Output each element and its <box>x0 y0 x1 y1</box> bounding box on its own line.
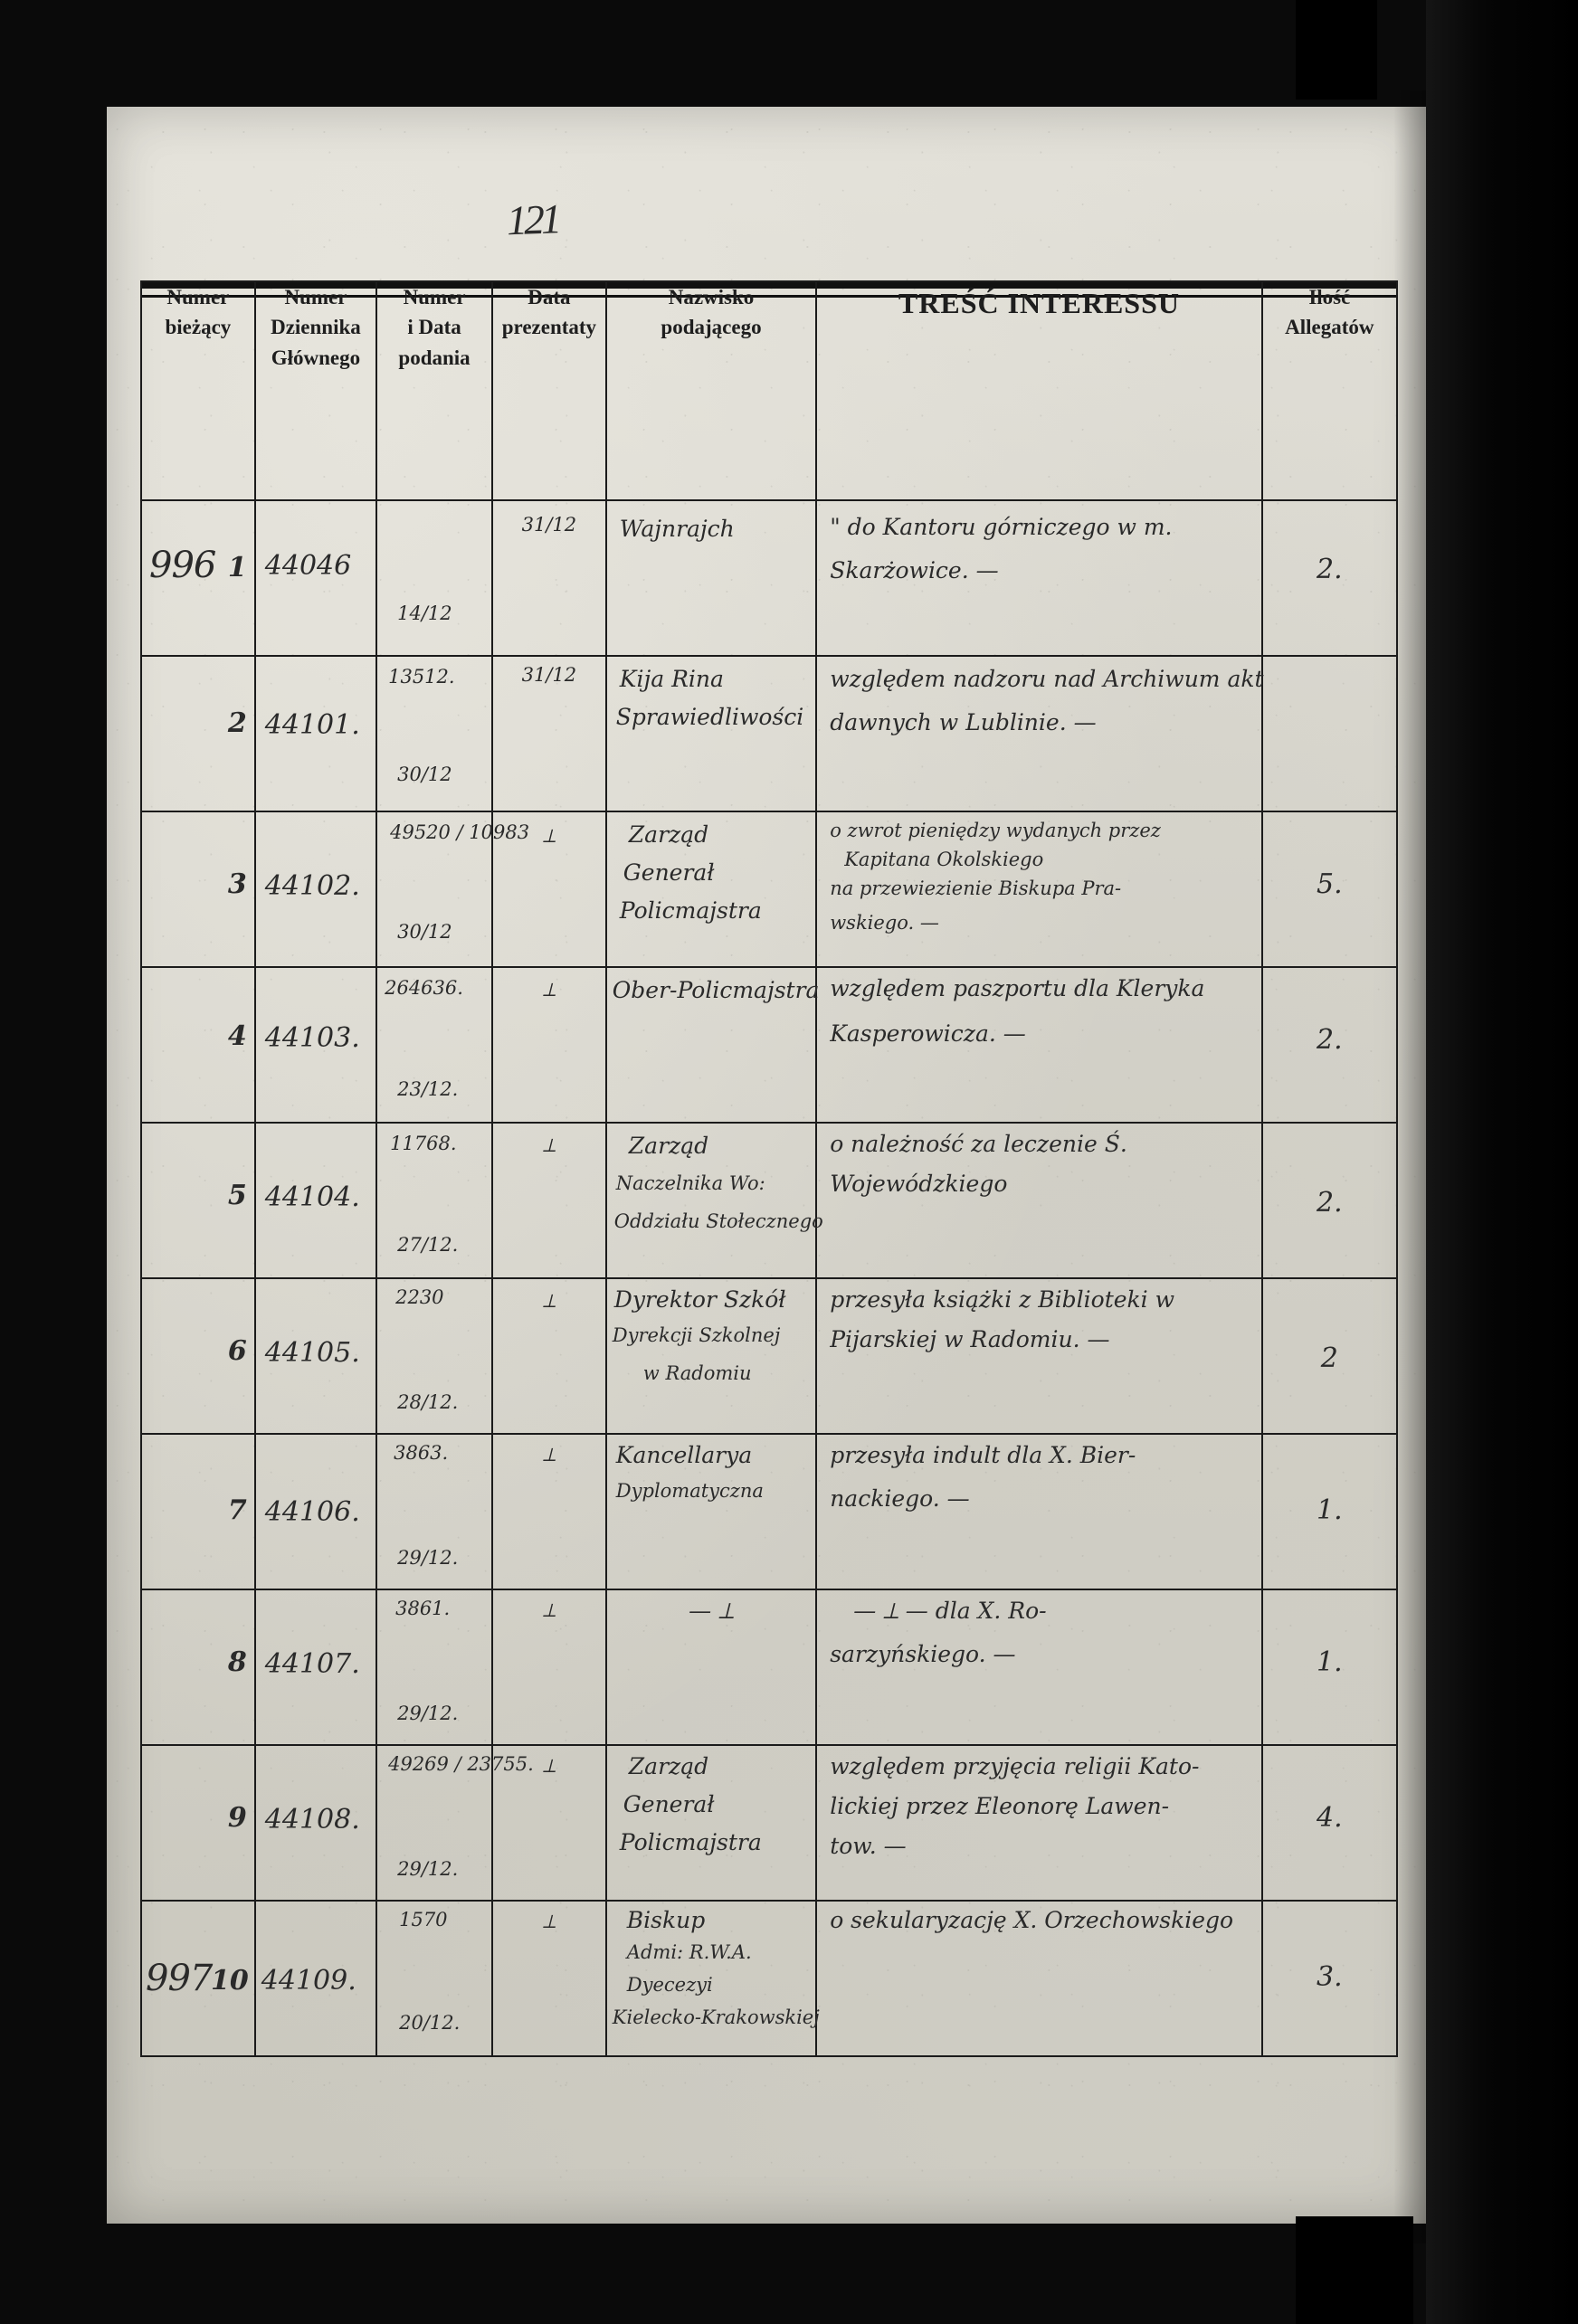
row-nazwisko-line: Dyrektor Szkół <box>613 1286 786 1313</box>
cell-prezentata <box>492 967 606 1123</box>
cell-allegaty <box>1262 656 1397 811</box>
col-header-line: Głównego <box>271 346 361 369</box>
row-podanie-date: 30/12 <box>397 764 452 785</box>
row-dziennik-number: 44104. <box>264 1181 360 1213</box>
row-lp: 1 <box>227 552 247 583</box>
table-row <box>141 1278 1397 1434</box>
row-prezentata-date: ⟂ <box>542 1599 556 1621</box>
row-tresc-line: na przewiezienie Biskupa Pra- <box>830 877 1122 899</box>
cell-prezentata <box>492 1901 606 2056</box>
row-allegaty-count: 1. <box>1317 1646 1343 1678</box>
cell-tresc <box>816 1745 1262 1901</box>
ledger-table <box>140 280 1398 2057</box>
table-row <box>141 656 1397 811</box>
row-tresc-line: o zwrot pieniędzy wydanych przez <box>830 820 1161 841</box>
row-allegaty-count: 1. <box>1317 1494 1343 1526</box>
row-podanie-number: 11768. <box>390 1133 457 1154</box>
row-nazwisko-line: Wajnrajch <box>619 516 735 542</box>
col-header-line: Nazwisko <box>668 286 755 308</box>
cell-prezentata <box>492 656 606 811</box>
table-row <box>141 811 1397 967</box>
row-tresc-line: Wojewódzkiego <box>830 1171 1008 1197</box>
row-prezentata-date: ⟂ <box>542 1911 556 1932</box>
cell-dziennik <box>255 1589 376 1745</box>
row-tresc-line: względem przyjęcia religii Kato- <box>830 1753 1200 1779</box>
row-allegaty-count: 4. <box>1317 1802 1343 1834</box>
col-header-line: podania <box>398 346 471 369</box>
col-header-line: Data <box>528 286 571 308</box>
row-dziennik-number: 44102. <box>264 870 360 902</box>
row-allegaty-count: 2 <box>1320 1342 1338 1374</box>
col-header-ilosc-allegatow <box>1262 281 1397 500</box>
row-allegaty-count: 2. <box>1317 1024 1343 1056</box>
cell-numer-biezacy <box>141 1123 255 1278</box>
col-header-line: podającego <box>661 316 762 339</box>
row-podanie-number: 264636. <box>385 977 463 999</box>
row-podanie-date: 30/12 <box>397 921 452 943</box>
row-lp: 7 <box>227 1494 247 1526</box>
col-header-nazwisko-podajacego <box>606 281 816 500</box>
row-tresc-line: — ⟂ — dla X. Ro- <box>853 1598 1047 1624</box>
cell-dziennik <box>255 656 376 811</box>
row-dziennik-number: 44103. <box>264 1022 360 1054</box>
cell-podanie <box>376 1901 492 2056</box>
row-allegaty-count: 2. <box>1317 1187 1343 1219</box>
cell-allegaty <box>1262 1589 1397 1745</box>
row-nazwisko-line: Naczelnika Wo: <box>615 1172 765 1194</box>
row-dziennik-number: 44109. <box>261 1965 356 1997</box>
cell-podanie <box>376 1434 492 1589</box>
cell-prezentata <box>492 1745 606 1901</box>
row-podanie-number: 3863. <box>394 1442 449 1464</box>
row-lp: 9 <box>227 1802 247 1834</box>
row-tresc-line: lickiej przez Eleonorę Lawen- <box>830 1793 1170 1819</box>
row-tresc-line: o sekularyzację X. Orzechowskiego <box>830 1907 1234 1933</box>
row-podanie-date: 29/12. <box>397 1858 459 1880</box>
row-allegaty-count: 2. <box>1317 554 1343 585</box>
cell-nazwisko <box>606 1434 816 1589</box>
cell-allegaty <box>1262 500 1397 656</box>
cell-numer-biezacy <box>141 1589 255 1745</box>
cell-nazwisko <box>606 1278 816 1434</box>
cell-podanie <box>376 656 492 811</box>
cell-nazwisko <box>606 1901 820 2056</box>
cell-podanie <box>376 967 492 1123</box>
cell-prezentata <box>492 811 606 967</box>
row-podanie-number: 1570 <box>399 1909 448 1930</box>
table-row <box>141 1745 1397 1901</box>
col-header-line: bieżący <box>165 316 232 339</box>
table-row <box>141 1901 1397 2056</box>
row-allegaty-count: 3. <box>1317 1961 1343 1993</box>
row-lp: 10 <box>211 1965 249 1997</box>
binding-band-bottom <box>1296 2216 1413 2324</box>
col-header-numer-biezacy <box>141 281 255 500</box>
table-row <box>141 1589 1397 1745</box>
row-nazwisko-line: Zarząd <box>628 821 709 848</box>
cell-dziennik <box>255 500 376 656</box>
row-biezacy-number: 996 <box>149 545 216 586</box>
row-podanie-date: 27/12. <box>397 1234 459 1256</box>
row-nazwisko-line: Kielecko-Krakowskiej <box>612 2006 820 2028</box>
row-prezentata-date: 31/12 <box>521 514 577 536</box>
table-row <box>141 500 1397 656</box>
row-tresc-line: przesyła indult dla X. Bier- <box>830 1442 1136 1468</box>
row-lp: 2 <box>227 707 247 739</box>
cell-dziennik <box>255 1123 376 1278</box>
cell-nazwisko <box>606 1745 816 1901</box>
row-tresc-line: względem paszportu dla Kleryka <box>830 975 1205 1001</box>
row-nazwisko-line: — ⟂ <box>689 1598 734 1624</box>
row-tresc-line: wskiego. — <box>830 912 939 934</box>
row-podanie-date: 20/12. <box>399 2012 461 2034</box>
row-nazwisko-line: Kancellarya <box>615 1442 753 1468</box>
row-allegaty-count: 5. <box>1317 868 1343 900</box>
row-lp: 4 <box>227 1020 247 1052</box>
binding-band-top <box>1296 0 1377 100</box>
row-tresc-line: Skarżowice. — <box>830 557 999 583</box>
row-lp: 8 <box>227 1646 247 1678</box>
row-tresc-line: przesyła książki z Biblioteki w <box>830 1286 1175 1313</box>
row-nazwisko-line: Admi: R.W.A. <box>626 1941 752 1963</box>
cell-podanie <box>376 811 530 967</box>
row-tresc-line: tow. — <box>830 1833 907 1859</box>
col-header-line: prezentaty <box>501 316 597 339</box>
row-dziennik-number: 44101. <box>264 709 360 741</box>
cell-nazwisko <box>606 967 820 1123</box>
cell-allegaty <box>1262 967 1397 1123</box>
row-nazwisko-line: Policmajstra <box>619 897 762 924</box>
row-podanie-date: 14/12 <box>397 602 452 624</box>
row-dziennik-number: 44107. <box>264 1648 360 1680</box>
col-header-line: Ilość <box>1308 286 1351 308</box>
cell-tresc <box>816 967 1262 1123</box>
col-header-line: Allegatów <box>1285 316 1374 339</box>
row-tresc-line: " do Kantoru górniczego w m. <box>830 514 1173 540</box>
cell-dziennik <box>255 1434 376 1589</box>
cell-nazwisko <box>606 656 816 811</box>
cell-numer-biezacy <box>141 811 255 967</box>
cell-numer-biezacy <box>141 1745 255 1901</box>
cell-allegaty <box>1262 1123 1397 1278</box>
col-header-line: Numer <box>403 286 466 308</box>
row-lp: 5 <box>227 1180 247 1211</box>
cell-tresc <box>816 656 1262 811</box>
cell-tresc <box>816 811 1262 967</box>
cell-allegaty <box>1262 1901 1397 2056</box>
cell-prezentata <box>492 1278 606 1434</box>
row-podanie-number: 49269 / 23755. <box>388 1753 534 1775</box>
cell-allegaty <box>1262 1278 1397 1434</box>
col-header-numer-dziennika-glownego <box>255 281 376 500</box>
row-nazwisko-line: Sprawiedliwości <box>615 704 804 730</box>
row-dziennik-number: 44108. <box>264 1804 360 1835</box>
cell-numer-biezacy <box>141 656 255 811</box>
row-prezentata-date: 31/12 <box>521 664 577 686</box>
row-tresc-line: sarzyńskiego. — <box>830 1641 1016 1667</box>
cell-podanie <box>376 500 492 656</box>
cell-prezentata <box>492 1434 606 1589</box>
cell-nazwisko <box>606 1123 823 1278</box>
col-header-data-prezentaty <box>492 281 606 500</box>
row-podanie-date: 29/12. <box>397 1547 459 1569</box>
cell-nazwisko <box>606 1589 816 1745</box>
row-tresc-line: dawnych w Lublinie. — <box>830 709 1097 735</box>
row-prezentata-date: ⟂ <box>542 979 556 1001</box>
cell-allegaty <box>1262 1434 1397 1589</box>
cell-numer-biezacy <box>141 500 255 656</box>
cell-nazwisko <box>606 500 816 656</box>
table-row <box>141 967 1397 1123</box>
row-nazwisko-line: w Radomiu <box>642 1362 752 1384</box>
cell-numer-biezacy <box>141 1901 255 2056</box>
col-header-line: Numer <box>284 286 347 308</box>
row-nazwisko-line: Generał <box>623 1791 715 1817</box>
cell-podanie <box>376 1278 492 1434</box>
col-header-line: Numer <box>166 286 230 308</box>
folio-number: 121 <box>506 195 559 244</box>
row-biezacy-number: 997 <box>146 1958 213 1999</box>
cell-podanie <box>376 1745 534 1901</box>
row-tresc-line: nackiego. — <box>830 1485 970 1512</box>
row-podanie-date: 29/12. <box>397 1703 459 1724</box>
row-podanie-date: 28/12. <box>397 1391 459 1413</box>
cell-tresc <box>816 1278 1262 1434</box>
row-tresc-line: Kasperowicza. — <box>830 1020 1026 1047</box>
row-podanie-number: 49520 / 10983 <box>390 821 530 843</box>
cell-podanie <box>376 1589 492 1745</box>
cell-dziennik <box>255 1745 376 1901</box>
row-tresc-line: o należność za leczenie Ś. <box>830 1131 1127 1157</box>
table-row <box>141 1123 1397 1278</box>
table-row <box>141 1434 1397 1589</box>
table-header <box>141 281 1397 500</box>
table-body <box>141 500 1397 2056</box>
col-header-numer-i-data-podania <box>376 281 492 500</box>
row-tresc-line: Kapitana Okolskiego <box>844 849 1044 870</box>
ledger-table-wrapper <box>140 280 1398 2057</box>
row-nazwisko-line: Biskup <box>626 1907 706 1933</box>
cell-numer-biezacy <box>141 1278 255 1434</box>
row-prezentata-date: ⟂ <box>542 1134 556 1156</box>
row-prezentata-date: ⟂ <box>542 1755 556 1777</box>
row-nazwisko-line: Zarząd <box>628 1753 709 1779</box>
row-dziennik-number: 44046 <box>264 550 352 582</box>
cell-allegaty <box>1262 811 1397 967</box>
cell-podanie <box>376 1123 492 1278</box>
row-nazwisko-line: Ober-Policmajstra <box>612 977 820 1003</box>
cell-numer-biezacy <box>141 967 255 1123</box>
cell-nazwisko <box>606 811 816 967</box>
cell-tresc <box>816 1901 1262 2056</box>
row-podanie-number: 13512. <box>388 666 455 688</box>
row-nazwisko-line: Kija Rina <box>619 666 724 692</box>
cell-dziennik <box>255 811 376 967</box>
row-dziennik-number: 44106. <box>264 1496 360 1528</box>
row-nazwisko-line: Dyecezyi <box>626 1974 713 1996</box>
row-nazwisko-line: Generał <box>623 859 715 886</box>
row-tresc-line: Pijarskiej w Radomiu. — <box>830 1326 1110 1352</box>
cell-dziennik <box>255 1901 376 2056</box>
col-header-line: Dziennika <box>271 316 361 339</box>
cell-tresc <box>816 1434 1262 1589</box>
row-prezentata-date: ⟂ <box>542 1290 556 1312</box>
cell-tresc <box>816 1123 1262 1278</box>
cell-prezentata <box>492 1123 606 1278</box>
row-dziennik-number: 44105. <box>264 1337 360 1369</box>
cell-prezentata <box>492 1589 606 1745</box>
row-tresc-line: względem nadzoru nad Archiwum akt <box>830 666 1264 692</box>
cell-tresc <box>816 1589 1262 1745</box>
row-lp: 3 <box>227 868 247 900</box>
cell-prezentata <box>492 500 606 656</box>
row-prezentata-date: ⟂ <box>542 825 556 847</box>
cell-numer-biezacy <box>141 1434 255 1589</box>
row-nazwisko-line: Oddziału Stołecznego <box>613 1210 823 1232</box>
cell-dziennik <box>255 967 376 1123</box>
row-nazwisko-line: Dyplomatyczna <box>615 1480 764 1502</box>
col-header-line: i Data <box>407 316 461 339</box>
row-podanie-date: 23/12. <box>397 1078 459 1100</box>
cell-tresc <box>816 500 1262 656</box>
col-header-tresc-interessu: TREŚĆ INTERESSU <box>816 281 1262 500</box>
row-prezentata-date: ⟂ <box>542 1444 556 1466</box>
cell-allegaty <box>1262 1745 1397 1901</box>
row-podanie-number: 2230 <box>395 1286 444 1308</box>
row-podanie-number: 3861. <box>395 1598 451 1619</box>
book-binding-edge <box>1426 0 1578 2324</box>
row-nazwisko-line: Zarząd <box>628 1133 709 1159</box>
row-nazwisko-line: Policmajstra <box>619 1829 762 1855</box>
cell-dziennik <box>255 1278 376 1434</box>
row-lp: 6 <box>227 1335 247 1367</box>
row-nazwisko-line: Dyrekcji Szkolnej <box>612 1324 781 1346</box>
